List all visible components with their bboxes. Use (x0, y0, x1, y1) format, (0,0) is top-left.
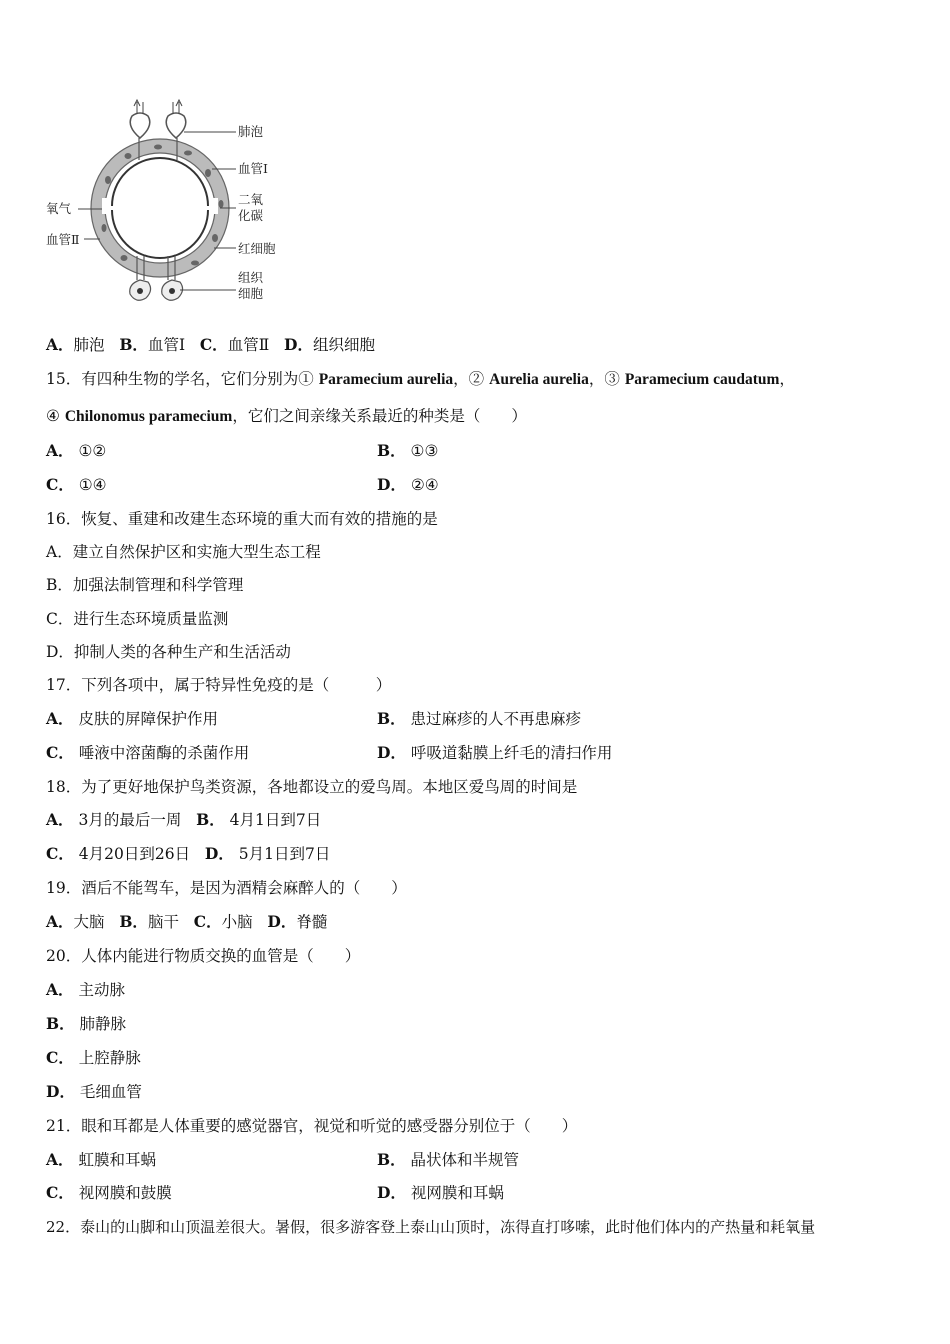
q19-d-label: D． (267, 912, 297, 931)
label-co2-line2: 化碳 (238, 208, 264, 223)
q17-option-c-row (46, 743, 249, 763)
q15-sep1: ， (453, 370, 469, 388)
q17-b-label: B． (377, 709, 406, 728)
q19-option-a: 大脑 (73, 913, 105, 931)
q18-option-d: 5月1日到7日 (238, 845, 331, 863)
q15-text1: 有四种生物的学名，它们分别为 (81, 370, 299, 388)
q17-option-c: 唾液中溶菌酶的杀菌作用 (78, 744, 250, 762)
q21-option-c: 视网膜和鼓膜 (78, 1184, 172, 1202)
q16-option-d: D．抑制人类的各种生产和生活活动 (46, 643, 291, 661)
q20-d-label: D． (46, 1082, 75, 1101)
q17-a-label: A． (46, 709, 74, 728)
q16-option-a: A．建立自然保护区和实施大型生态工程 (46, 543, 321, 561)
q21-option-c-row (46, 1183, 172, 1203)
label-tissue-line1: 组织 (238, 270, 264, 285)
q15-c-label: C． (46, 475, 74, 494)
q15-species1: Paramecium aurelia (318, 371, 454, 388)
label-tissue-line2: 细胞 (238, 286, 264, 301)
q21-option-d-row (377, 1183, 504, 1203)
q17-option-d: 呼吸道黏膜上纤毛的清扫作用 (410, 744, 613, 762)
q15-mark1: ① (298, 370, 314, 388)
label-co2-line1: 二氧 (238, 192, 264, 207)
q18-d-label: D． (204, 844, 234, 863)
circulation-diagram (40, 98, 300, 308)
q15-stem-line1 (46, 369, 795, 390)
q17-option-d-row (377, 743, 612, 763)
q19-option-d: 脊髓 (296, 913, 328, 931)
q15-stem-line2 (46, 406, 527, 427)
q17-stem: 17．下列各项中，属于特异性免疫的是（ ） (46, 676, 392, 694)
label-red-cell: 红细胞 (238, 241, 276, 256)
q15-text2: ，它们之间亲缘关系最近的种类是（ ） (232, 407, 527, 425)
q14-option-a: 肺泡 (73, 336, 105, 354)
q15-species4: Chilonomus paramecium (64, 408, 233, 425)
q19-options (46, 912, 327, 932)
q14-d-label: D． (284, 335, 313, 354)
q18-a-label: A． (46, 810, 74, 829)
q20-option-b-row (46, 1014, 126, 1034)
q17-option-a: 皮肤的屏障保护作用 (78, 710, 218, 728)
q19-option-c: 小脑 (221, 913, 253, 931)
q17-d-label: D． (377, 743, 406, 762)
q20-c-label: C． (46, 1048, 74, 1067)
q21-b-label: B． (377, 1150, 406, 1169)
label-alveolus: 肺泡 (238, 124, 264, 139)
tissue-cell-shapes (130, 280, 183, 300)
q15-option-a-row (46, 441, 106, 461)
q21-option-a-row (46, 1150, 156, 1170)
q19-option-b: 脑干 (147, 913, 179, 931)
q19-b-label: B． (119, 912, 148, 931)
q21-option-b: 晶状体和半规管 (410, 1151, 520, 1169)
q17-c-label: C． (46, 743, 74, 762)
q15-species2: Aurelia aurelia (489, 371, 589, 388)
q20-option-d: 毛细血管 (79, 1083, 142, 1101)
q15-sep2: ， (588, 370, 605, 388)
q21-option-b-row (377, 1150, 519, 1170)
q21-stem: 21．眼和耳都是人体重要的感觉器官，视觉和听觉的感受器分别位于（ ） (46, 1117, 578, 1135)
q20-a-label: A． (46, 980, 74, 999)
q21-c-label: C． (46, 1183, 74, 1202)
q15-species3: Paramecium caudatum (624, 371, 780, 388)
q14-options (46, 335, 375, 355)
q15-mark4: ④ (46, 407, 60, 425)
q20-option-c: 上腔静脉 (78, 1049, 141, 1067)
q18-options-row2 (46, 844, 330, 864)
q15-option-c: ①④ (78, 476, 107, 494)
q20-option-a-row (46, 980, 125, 1000)
q19-stem: 19．酒后不能驾车，是因为酒精会麻醉人的（ ） (46, 879, 407, 897)
q15-option-d-row (377, 475, 439, 495)
q15-sep3: ， (779, 370, 795, 388)
q20-b-label: B． (46, 1014, 75, 1033)
q21-option-d: 视网膜和耳蜗 (410, 1184, 504, 1202)
label-vessel-1: 血管Ⅰ (238, 161, 268, 176)
q14-b-label: B． (119, 335, 148, 354)
q22-stem: 22．泰山的山脚和山顶温差很大。暑假，很多游客登上泰山山顶时，冻得直打哆嗦，此时他们体内的产热量和耗氧量 (46, 1218, 816, 1236)
q19-a-label: A． (46, 912, 74, 931)
q18-option-b: 4月1日到7日 (229, 811, 322, 829)
q20-option-d-row (46, 1082, 142, 1102)
q15-option-b-row (377, 441, 438, 461)
q21-d-label: D． (377, 1183, 406, 1202)
q15-number: 15． (46, 370, 82, 388)
q18-stem: 18．为了更好地保护鸟类资源，各地都设立的爱鸟周。本地区爱鸟周的时间是 (46, 778, 578, 796)
vessel-ring (91, 138, 229, 280)
q19-c-label: C． (193, 912, 222, 931)
q15-b-label: B． (377, 441, 406, 460)
q18-options-row1 (46, 810, 321, 830)
q15-mark3: ③ (604, 370, 620, 388)
q20-option-b: 肺静脉 (79, 1015, 127, 1033)
q14-option-d: 组织细胞 (312, 336, 375, 354)
q15-option-d: ②④ (410, 476, 439, 494)
q16-option-c: C．进行生态环境质量监测 (46, 610, 229, 628)
q18-b-label: B． (196, 810, 225, 829)
q17-option-a-row (46, 709, 218, 729)
label-oxygen: 氧气 (46, 201, 72, 216)
q18-option-a: 3月的最后一周 (78, 811, 182, 829)
q18-c-label: C． (46, 844, 74, 863)
q21-option-a: 虹膜和耳蜗 (78, 1151, 156, 1169)
q20-option-a: 主动脉 (78, 981, 125, 999)
q20-stem: 20．人体内能进行物质交换的血管是（ ） (46, 947, 361, 965)
q15-d-label: D． (377, 475, 406, 494)
q14-option-b: 血管Ⅰ (147, 336, 186, 354)
q14-a-label: A． (46, 335, 74, 354)
q20-option-c-row (46, 1048, 141, 1068)
q15-option-c-row (46, 475, 107, 495)
q15-option-a: ①② (78, 442, 107, 460)
q16-stem: 16．恢复、重建和改建生态环境的重大而有效的措施的是 (46, 510, 438, 528)
alveolus-shapes (130, 100, 186, 138)
q17-option-b: 患过麻疹的人不再患麻疹 (410, 710, 582, 728)
label-vessel-2: 血管Ⅱ (46, 232, 80, 247)
q15-a-label: A． (46, 441, 74, 460)
q14-option-c: 血管Ⅱ (227, 336, 270, 354)
q14-c-label: C． (199, 335, 228, 354)
q15-option-b: ①③ (410, 442, 439, 460)
q18-option-c: 4月20日到26日 (78, 845, 191, 863)
q15-mark2: ② (468, 370, 485, 388)
q17-option-b-row (377, 709, 581, 729)
q21-a-label: A． (46, 1150, 74, 1169)
q16-option-b: B．加强法制管理和科学管理 (46, 576, 244, 594)
